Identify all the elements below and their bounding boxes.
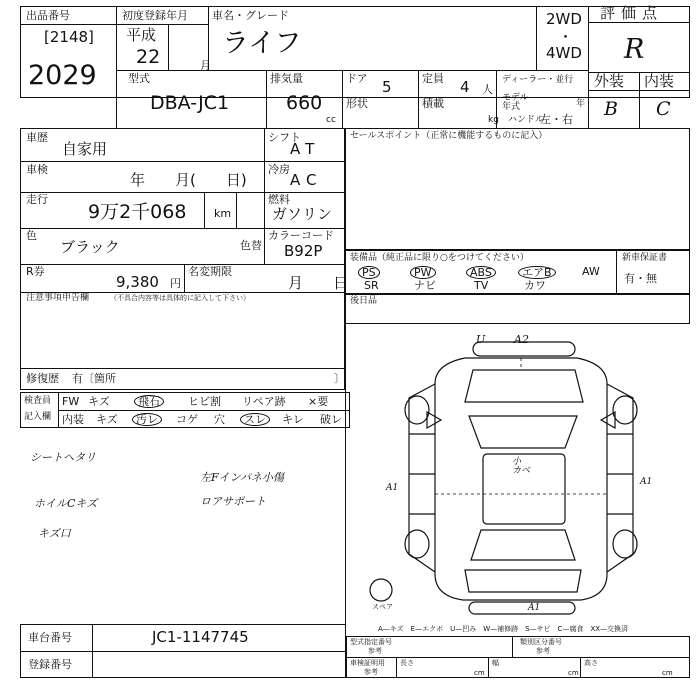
width-unit: cm [568,669,579,677]
length-label: 長さ [400,659,414,667]
first-reg-label: 初度登録年月 [122,9,188,22]
drive-4wd: 4WD [546,44,582,62]
hand-note-lower: ロアサポート [200,495,266,508]
first-reg-month: 月 [200,59,211,72]
divider [208,6,209,70]
divider [512,636,513,657]
width-label: 幅 [492,659,499,667]
divider [58,410,350,411]
hand-note-wheel: ホイルCキズ [34,497,98,510]
displacement-value: 660 [286,92,323,114]
recycle-label: R券 [26,265,45,278]
class-code-label: 類別区分番号 [520,638,562,646]
insp-need: ×要 [308,395,329,408]
shift-label: シフト [268,131,301,144]
warranty-value: 有・無 [624,272,657,285]
insp-crack: ヒビ割 [188,395,221,408]
load-label: 積載 [422,97,444,110]
inspector-label-2: 記入欄 [24,412,52,422]
divider [396,657,397,678]
car-name: ライフ [222,28,302,59]
divider [266,70,267,128]
divider [20,192,345,193]
lot-code: [2148] [44,28,94,46]
ac-value: AC [290,171,323,189]
insp-int-scratch: キズ [96,413,118,426]
model-label: 型式 [128,72,150,85]
displacement-label: 排気量 [270,72,303,85]
cert-label: 車検証明用 [350,659,385,667]
divider [588,6,589,128]
divider [20,368,345,369]
lot-label: 出品番号 [26,9,70,22]
first-reg-era: 平成 [126,26,157,44]
equip-ps: PS [358,266,380,279]
divider [92,624,93,678]
insp-wear: スレ [240,413,270,426]
fuel-label: 燃料 [268,193,290,206]
warranty-label: 新車保証書 [622,253,668,263]
divider [639,72,640,128]
color-code-value: B92P [284,242,323,260]
divider [580,657,581,678]
divider [58,392,59,428]
repair-value: 有〔箇所 [72,372,116,385]
notes-label: 注意事項申告欄 [26,293,90,303]
divider [116,24,208,25]
damage-mark-rear: A1 [528,603,541,613]
equip-aw: AW [582,265,600,278]
insp-repair: リペア跡 [242,395,286,408]
model-value: DBA-JC1 [150,92,230,114]
damage-mark-u: U [476,333,486,346]
car-label: 車名・グレード [212,9,289,22]
class-code-ref: 参考 [536,647,550,655]
divider [204,192,205,228]
handle-label: ハンドル [508,115,545,125]
inspection-label: 車検 [26,163,48,176]
sales-point-frame [345,128,690,250]
inspector-label-1: 検査員 [24,396,52,406]
divider [588,22,690,23]
shape-label: 形状 [346,97,368,110]
score-ext-value: B [604,98,618,120]
divider [168,24,169,70]
cert-ref: 参考 [364,668,378,676]
divider [488,657,489,678]
insp-dirt: 汚レ [132,413,162,426]
first-reg-year: 22 [136,46,161,68]
score-ext-label: 外装 [594,72,625,90]
insp-interior: 内装 [62,413,84,426]
divider [20,651,346,652]
recycle-value: 9,380 [116,273,159,291]
insp-hole: 穴 [214,413,225,426]
damage-mark-left: A1 [386,483,399,493]
equipment-label: 装備品（純正品に限り○をつけてください） [350,253,529,263]
damage-mark-right: A1 [640,477,653,487]
height-unit: cm [662,669,673,677]
equip-leather: カワ [524,279,546,292]
ac-label: 冷房 [268,163,290,176]
equip-pw: PW [410,266,436,279]
capacity-label: 定員 [422,72,444,85]
hand-note-dash: 左Fインパネ小傷 [200,471,284,484]
handle-value: 左・右 [540,113,573,126]
capacity-unit: 人 [482,83,493,96]
equip-navi: ナビ [414,279,436,292]
divider [496,70,497,128]
notes-sub: （不具合内容等は具体的に記入して下さい） [110,294,250,302]
displacement-unit: cc [326,115,336,125]
hand-note-seat: シートヘタリ [30,451,96,464]
insp-burn: コゲ [176,413,198,426]
sales-point-label: セールスポイント（正常に機能するものに記入） [350,131,548,141]
rear-label: 後日品 [350,296,378,306]
rear-frame [345,294,690,324]
divider [536,6,537,70]
load-unit: kg [488,115,499,125]
fuel-value: ガソリン [272,205,333,223]
drive-2wd: 2WD [546,10,582,28]
name-change-value: 月 日 [288,274,349,292]
equip-sr: SR [364,279,379,292]
equip-abs: ABS [466,266,496,279]
damage-mark-roof: 小 カベ [512,457,531,477]
divider [236,192,237,228]
shift-value: AT [290,140,321,158]
capacity-value: 4 [460,78,470,96]
doors-value: 5 [382,78,392,96]
chassis-label: 車台番号 [28,631,72,644]
lot-number: 2029 [28,60,97,91]
equip-tv: TV [474,279,489,292]
spare-label: スペア [372,603,393,611]
chassis-value: JC1-1147745 [152,628,249,646]
insp-scratch: キズ [88,395,110,408]
drive-dot: ・ [558,28,574,46]
color-code-label: カラーコード [268,229,334,242]
name-change-label: 名変期限 [188,265,232,278]
insp-chip: 飛石 [134,395,164,408]
insp-tear: 破レ [320,413,342,426]
insp-cut: キレ [282,413,304,426]
score-value: R [624,34,645,65]
repair-label: 修復歴 [26,372,59,385]
mileage-unit: km [214,207,232,220]
divider [418,70,419,128]
score-label: 評価点 [600,4,664,22]
mileage-label: 走行 [26,193,48,206]
divider [342,70,343,128]
divider [264,128,265,228]
divider [116,70,588,71]
color-label: 色 [26,229,37,242]
usage-label: 車歴 [26,131,48,144]
divider [346,657,690,658]
divider [20,24,116,25]
divider [264,228,265,264]
model-year-label: モデル 年式 [502,93,529,113]
damage-legend: A—キズ E—エクボ U—凹み W—補修跡 S—サビ C—腐食 XX—交換済 [378,625,629,633]
recycle-unit: 円 [170,277,181,290]
hand-note-scratch: キズ口 [38,527,71,540]
score-int-label: 内装 [644,72,675,90]
damage-mark-a2: A2 [514,333,529,346]
usage-value: 自家用 [62,140,108,158]
equip-airbag: エアB [518,266,556,279]
model-code-label: 型式指定番号 [350,638,392,646]
color-change-label: 色替 [240,239,262,252]
divider [184,264,185,292]
divider [20,264,345,265]
insp-fw: FW [62,395,80,408]
divider [20,161,345,162]
divider [616,250,617,294]
repair-close: 〕 [334,372,345,385]
color-value: ブラック [60,238,120,256]
registration-label: 登録番号 [28,658,72,671]
model-year-unit: 年 [576,99,586,109]
model-code-ref: 参考 [368,647,382,655]
mileage-value: 9万2千068 [88,201,187,223]
divider [588,90,690,91]
doors-label: ドア [346,72,368,85]
score-int-value: C [656,98,671,120]
height-label: 高さ [584,659,598,667]
inspection-value: 年 月( 日) [130,171,247,189]
dealer-label: ディーラー・並行 [502,75,574,85]
length-unit: cm [474,669,485,677]
